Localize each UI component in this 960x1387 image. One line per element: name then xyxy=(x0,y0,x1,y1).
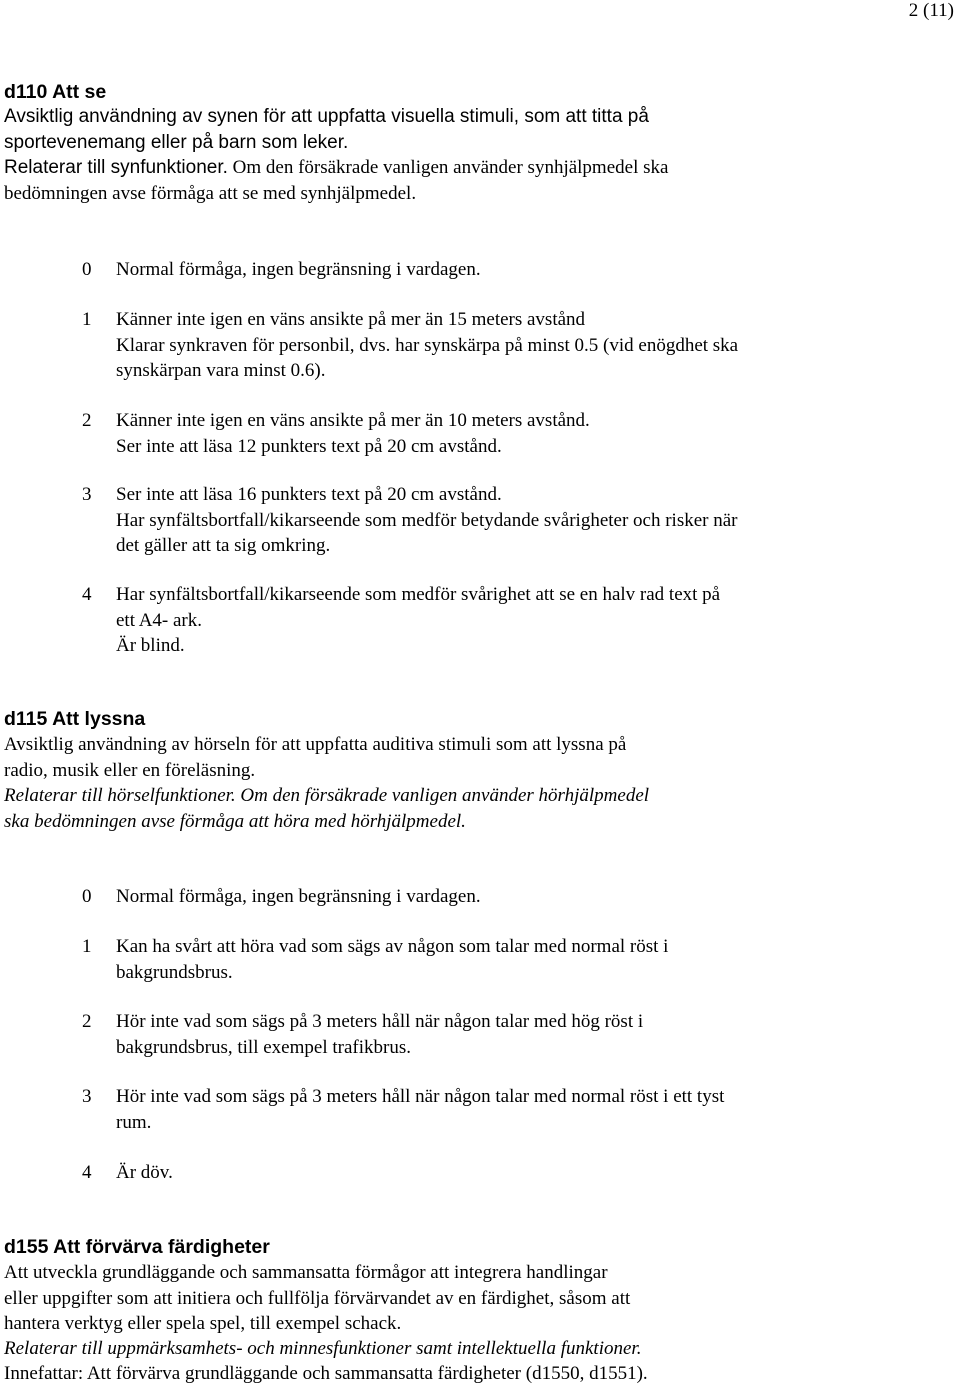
grade-number: 4 xyxy=(82,584,92,605)
section-heading-d115: d115 Att lyssna xyxy=(4,708,146,730)
section-includes-d155 xyxy=(4,1361,648,1387)
grade-number: 1 xyxy=(82,309,92,330)
section-relation-d155 xyxy=(4,1336,641,1362)
grade-number: 1 xyxy=(82,936,92,957)
grade-line: Känner inte igen en väns ansikte på mer än 10 meters avstånd. xyxy=(116,410,590,431)
grade-text xyxy=(116,1160,173,1186)
grade-line: Är döv. xyxy=(116,1162,173,1183)
includes-line: Innefattar: Att förvärva grundläggande och sammansatta färdigheter (d1550, d1551). xyxy=(4,1363,648,1384)
grade-text xyxy=(116,582,720,659)
relation-line: Relaterar till hörselfunktioner. Om den försäkrade vanligen använder hörhjälpmedel xyxy=(4,785,650,806)
grade-line: Har synfältsbortfall/kikarseende som medför betydande svårigheter och risker när xyxy=(116,509,738,531)
grade-line: Hör inte vad som sägs på 3 meters håll när någon talar med hög röst i xyxy=(116,1011,644,1032)
grade-line: ett A4- ark. xyxy=(116,609,203,631)
section-heading-d155: d155 Att förvärva färdigheter xyxy=(4,1236,270,1258)
section-description-d155 xyxy=(4,1260,630,1337)
grade-number: 0 xyxy=(82,886,92,907)
relation-line: bedömningen avse förmåga att se med synhjälpmedel. xyxy=(4,182,417,204)
grade-line: bakgrundsbrus. xyxy=(116,961,233,983)
grade-line: Normal förmåga, ingen begränsning i vardagen. xyxy=(116,886,481,907)
grade-number: 2 xyxy=(82,1011,92,1032)
grade-text xyxy=(116,1084,724,1135)
grade-line: Ser inte att läsa 12 punkters text på 20 cm avstånd. xyxy=(116,435,502,457)
grade-text xyxy=(116,934,668,985)
description-line: Att utveckla grundläggande och sammansatta förmågor att integrera handlingar xyxy=(4,1262,608,1283)
description-line: sportevenemang eller på barn som leker. xyxy=(4,131,349,153)
description-line: Avsiktlig användning av synen för att uppfatta visuella stimuli, som att titta på xyxy=(4,106,649,127)
section-description-d115 xyxy=(4,732,626,783)
grade-text xyxy=(116,307,738,384)
grade-line: Normal förmåga, ingen begränsning i vardagen. xyxy=(116,259,481,280)
page-number: 2 (11) xyxy=(908,0,954,21)
relation-line: Relaterar till uppmärksamhets- och minnesfunktioner samt intellektuella funktioner. xyxy=(4,1338,642,1359)
grade-number: 0 xyxy=(82,259,92,280)
section-description-d110 xyxy=(4,104,649,155)
grade-number: 3 xyxy=(82,1086,92,1107)
grade-line: Är blind. xyxy=(116,635,185,656)
grade-number: 2 xyxy=(82,410,92,431)
section-relation-d110 xyxy=(4,155,668,206)
relation-line-lead: Relaterar till synfunktioner. xyxy=(4,157,228,178)
relation-line xyxy=(4,155,668,181)
description-line: hantera verktyg eller spela spel, till exempel schack. xyxy=(4,1313,402,1334)
relation-line-rest: Om den försäkrade vanligen använder synhjälpmedel ska xyxy=(227,157,669,178)
grade-line: rum. xyxy=(116,1111,152,1133)
grade-line: Hör inte vad som sägs på 3 meters håll när någon talar med normal röst i ett tyst xyxy=(116,1086,725,1107)
grade-number: 3 xyxy=(82,484,92,505)
grade-text xyxy=(116,482,738,559)
grade-line: Klarar synkraven för personbil, dvs. har synskärpa på minst 0.5 (vid enögdhet ska xyxy=(116,334,739,356)
grade-text xyxy=(116,408,590,459)
description-line: eller uppgifter som att initiera och fullfölja förvärvandet av en färdighet, såsom att xyxy=(4,1287,631,1309)
grade-text xyxy=(116,1009,643,1060)
grade-text xyxy=(116,257,481,283)
grade-number: 4 xyxy=(82,1162,92,1183)
grade-line: Kan ha svårt att höra vad som sägs av någon som talar med normal röst i xyxy=(116,936,669,957)
grade-line: Ser inte att läsa 16 punkters text på 20 cm avstånd. xyxy=(116,484,502,505)
grade-line: det gäller att ta sig omkring. xyxy=(116,535,331,556)
section-heading-d110: d110 Att se xyxy=(4,81,107,103)
description-line: radio, musik eller en föreläsning. xyxy=(4,759,256,781)
section-relation-d115 xyxy=(4,783,649,834)
description-line: Avsiktlig användning av hörseln för att uppfatta auditiva stimuli som att lyssna på xyxy=(4,734,627,755)
grade-line: synskärpan vara minst 0.6). xyxy=(116,360,326,381)
relation-line: ska bedömningen avse förmåga att höra med hörhjälpmedel. xyxy=(4,810,466,832)
grade-line: bakgrundsbrus, till exempel trafikbrus. xyxy=(116,1036,411,1058)
grade-text xyxy=(116,884,481,910)
grade-line: Känner inte igen en väns ansikte på mer än 15 meters avstånd xyxy=(116,309,586,330)
grade-line: Har synfältsbortfall/kikarseende som medför svårighet att se en halv rad text på xyxy=(116,584,721,605)
